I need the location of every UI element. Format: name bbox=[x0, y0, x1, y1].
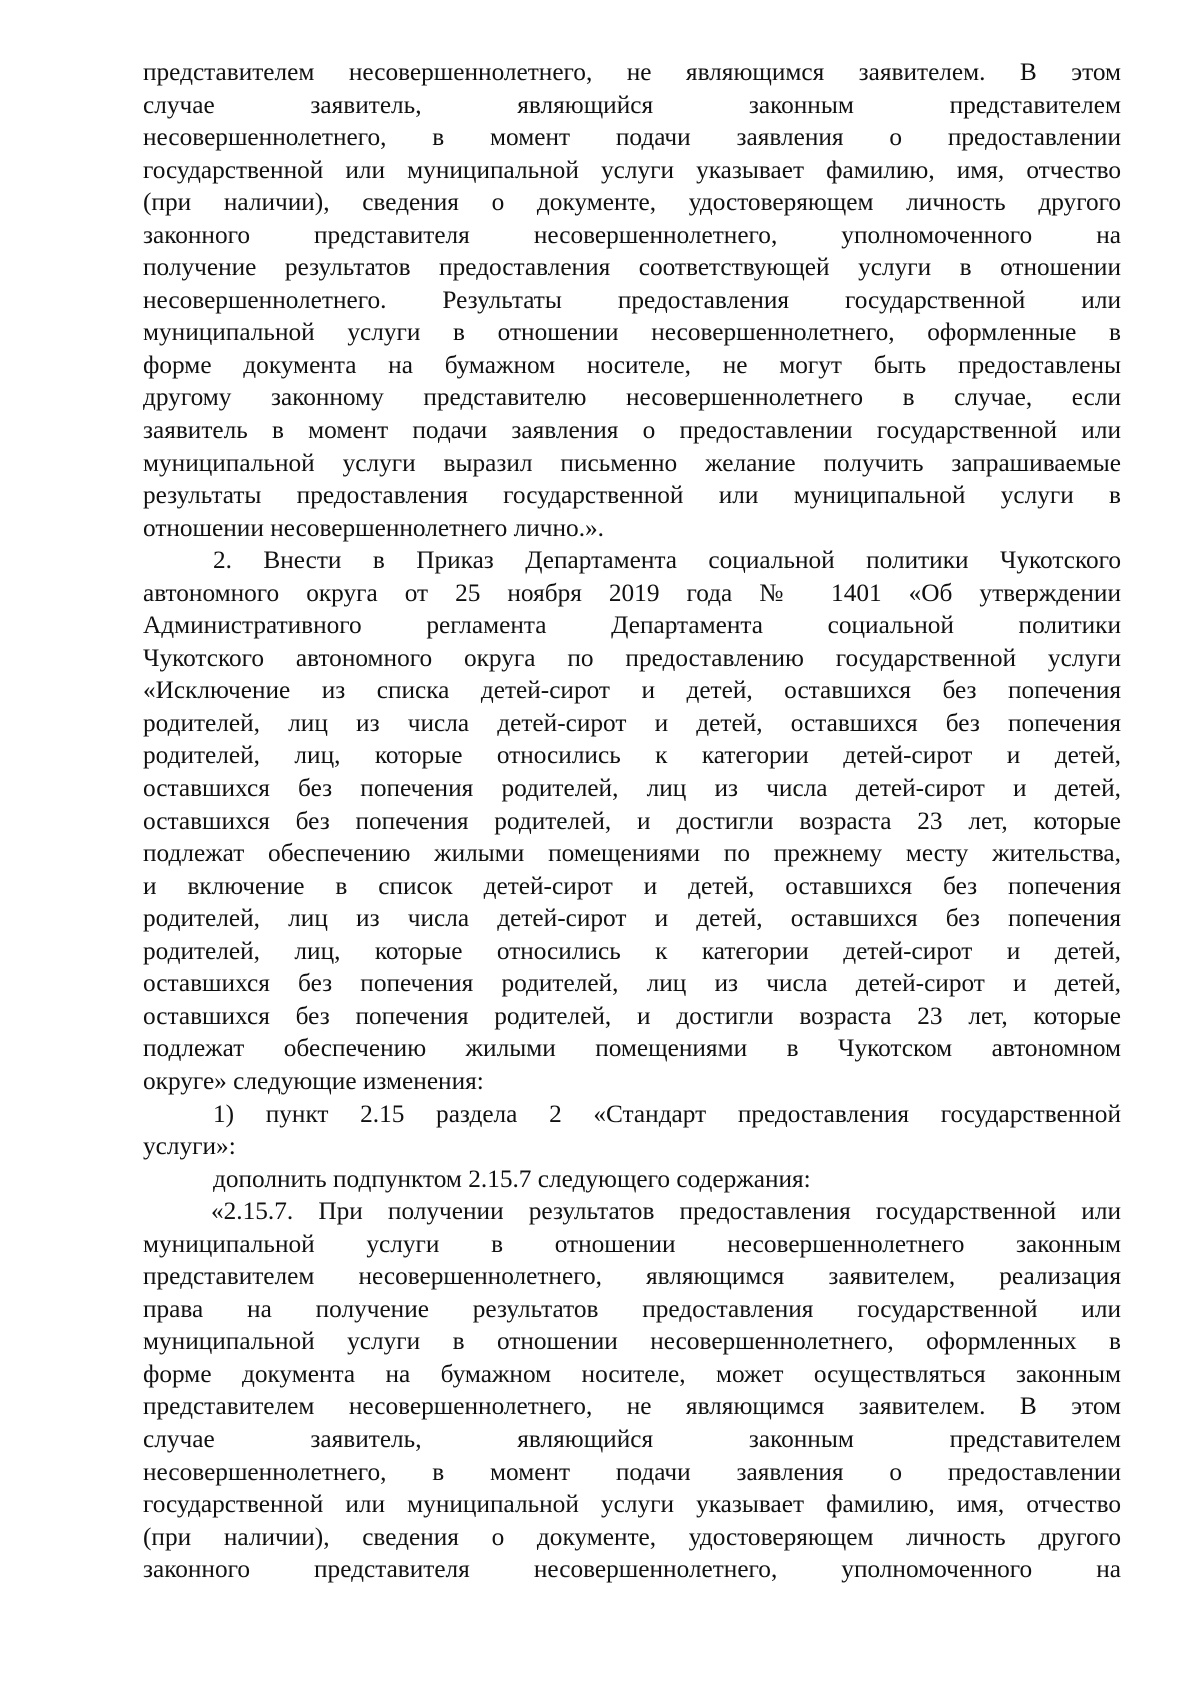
text-line: оставшихся без попечения родителей, и достигли возраста 23 лет, которые bbox=[143, 1001, 1121, 1030]
paragraph-first-line: «2.15.7. При получении результатов предоставления государственной или bbox=[211, 1197, 1121, 1226]
text-line: автономного округа от 25 ноября 2019 года № 1401 «Об утверждении bbox=[143, 578, 1121, 607]
text-line: форме документа на бумажном носителе, может осуществляться законным bbox=[143, 1359, 1121, 1388]
text-line: муниципальной услуги в отношении несовершеннолетнего законным bbox=[143, 1229, 1121, 1258]
text-line: случае заявитель, являющийся законным представителем bbox=[143, 90, 1121, 119]
text-line: родителей, лиц, которые относились к категории детей-сирот и детей, bbox=[143, 936, 1121, 965]
text-line: оставшихся без попечения родителей, лиц из числа детей-сирот и детей, bbox=[143, 774, 1121, 803]
document-body-text bbox=[143, 56, 1121, 1586]
text-line: «Исключение из списка детей-сирот и детей, оставшихся без попечения bbox=[143, 676, 1121, 705]
text-line: муниципальной услуги в отношении несовершеннолетнего, оформленные в bbox=[143, 318, 1121, 347]
text-line: (при наличии), сведения о документе, удостоверяющем личность другого bbox=[143, 188, 1121, 217]
text-line: форме документа на бумажном носителе, не могут быть предоставлены bbox=[143, 350, 1121, 379]
paragraph-first-line: 2. Внести в Приказ Департамента социальной политики Чукотского bbox=[213, 546, 1121, 575]
text-line: родителей, лиц из числа детей-сирот и детей, оставшихся без попечения bbox=[143, 708, 1121, 737]
text-line: (при наличии), сведения о документе, удостоверяющем личность другого bbox=[143, 1522, 1121, 1551]
text-line: случае заявитель, являющийся законным представителем bbox=[143, 1424, 1121, 1453]
text-line: и включение в список детей-сирот и детей, оставшихся без попечения bbox=[143, 871, 1121, 900]
text-line: подлежат обеспечению жилыми помещениями по прежнему месту жительства, bbox=[143, 839, 1121, 868]
text-line: услуги»: bbox=[143, 1132, 236, 1161]
text-line: государственной или муниципальной услуги указывает фамилию, имя, отчество bbox=[143, 155, 1121, 184]
text-line: несовершеннолетнего, в момент подачи заявления о предоставлении bbox=[143, 123, 1121, 152]
text-line: оставшихся без попечения родителей, лиц из числа детей-сирот и детей, bbox=[143, 969, 1121, 998]
text-line: результаты предоставления государственной или муниципальной услуги в bbox=[143, 481, 1121, 510]
text-line: представителем несовершеннолетнего, являющимся заявителем, реализация bbox=[143, 1262, 1121, 1291]
text-line: оставшихся без попечения родителей, и достигли возраста 23 лет, которые bbox=[143, 806, 1121, 835]
paragraph-first-line: дополнить подпунктом 2.15.7 следующего содержания: bbox=[213, 1164, 811, 1193]
text-line: несовершеннолетнего, в момент подачи заявления о предоставлении bbox=[143, 1457, 1121, 1486]
text-line: права на получение результатов предоставления государственной или bbox=[143, 1294, 1121, 1323]
text-line: получение результатов предоставления соответствующей услуги в отношении bbox=[143, 253, 1121, 282]
text-line: представителем несовершеннолетнего, не являющимся заявителем. В этом bbox=[143, 1392, 1121, 1421]
text-line: заявитель в момент подачи заявления о предоставлении государственной или bbox=[143, 416, 1121, 445]
text-line: муниципальной услуги выразил письменно желание получить запрашиваемые bbox=[143, 448, 1121, 477]
text-line: муниципальной услуги в отношении несовершеннолетнего, оформленных в bbox=[143, 1327, 1121, 1356]
text-line: государственной или муниципальной услуги указывает фамилию, имя, отчество bbox=[143, 1490, 1121, 1519]
text-line: Административного регламента Департамента социальной политики bbox=[143, 611, 1121, 640]
text-line: другому законному представителю несовершеннолетнего в случае, если bbox=[143, 383, 1121, 412]
text-line: округе» следующие изменения: bbox=[143, 1066, 484, 1095]
text-line: законного представителя несовершеннолетнего, уполномоченного на bbox=[143, 220, 1121, 249]
text-line: законного представителя несовершеннолетнего, уполномоченного на bbox=[143, 1555, 1121, 1584]
text-line: подлежат обеспечению жилыми помещениями в Чукотском автономном bbox=[143, 1034, 1121, 1063]
text-line: родителей, лиц, которые относились к категории детей-сирот и детей, bbox=[143, 741, 1121, 770]
text-line: несовершеннолетнего. Результаты предоставления государственной или bbox=[143, 285, 1121, 314]
text-line: родителей, лиц из числа детей-сирот и детей, оставшихся без попечения bbox=[143, 904, 1121, 933]
text-line: Чукотского автономного округа по предоставлению государственной услуги bbox=[143, 643, 1121, 672]
paragraph-first-line: 1) пункт 2.15 раздела 2 «Стандарт предоставления государственной bbox=[213, 1099, 1121, 1128]
text-line: отношении несовершеннолетнего лично.». bbox=[143, 513, 605, 542]
text-line: представителем несовершеннолетнего, не являющимся заявителем. В этом bbox=[143, 58, 1121, 86]
